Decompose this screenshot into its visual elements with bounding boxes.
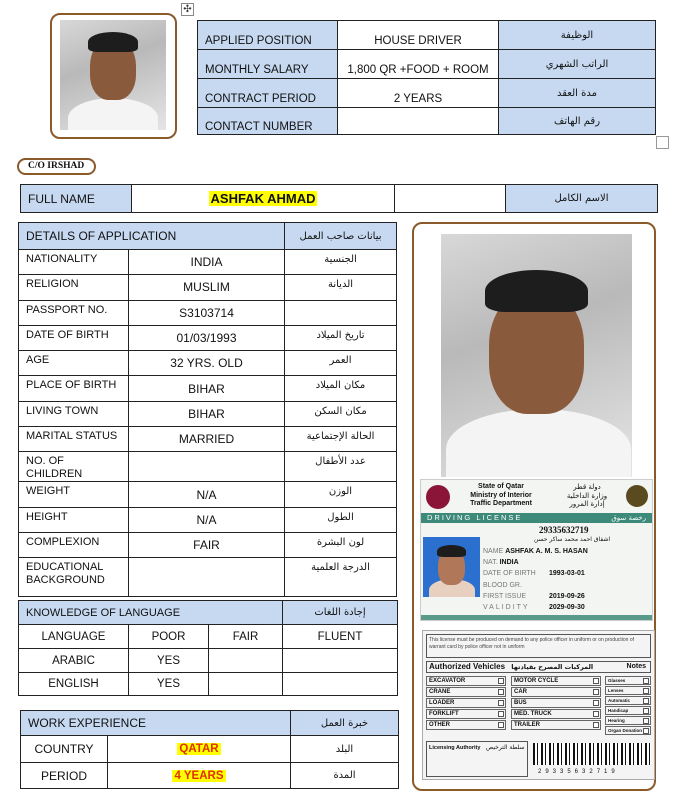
table-row xyxy=(19,452,397,482)
row-value xyxy=(129,558,285,597)
license-field: NAME ASHFAK A. M. S. HASAN xyxy=(483,548,588,555)
qatar-emblem xyxy=(426,485,450,509)
license-vehicle-item: Hearing xyxy=(605,716,651,725)
full-name-value: ASHFAK AHMAD xyxy=(210,191,316,206)
cell: YES xyxy=(129,673,209,696)
row-label: WEIGHT xyxy=(19,482,129,507)
row-label: COMPLEXION xyxy=(19,532,129,557)
documents-frame xyxy=(412,222,656,791)
row-label: HEIGHT xyxy=(19,507,129,532)
row-value xyxy=(129,452,285,482)
row-label: EDUCATIONAL BACKGROUND xyxy=(19,558,129,597)
table-row xyxy=(198,79,656,108)
license-vehicle-item: Lenses xyxy=(605,686,651,695)
authorized-vehicles-label: Authorized Vehicles xyxy=(429,662,506,671)
license-vehicle-item: BUS xyxy=(511,698,601,708)
licensing-authority-label: Licensing Authority xyxy=(429,745,481,751)
row-arabic: الحالة الإجتماعية xyxy=(285,427,397,452)
license-field: NAT. INDIA xyxy=(483,559,519,567)
license-vehicle-item: TRAILER xyxy=(511,720,601,730)
table-row xyxy=(19,351,397,376)
applicant-full-photo xyxy=(441,234,632,477)
row-label: NATIONALITY xyxy=(19,250,129,275)
row-value: FAIR xyxy=(129,532,285,557)
table-row xyxy=(19,275,397,300)
resize-handle[interactable] xyxy=(656,136,669,149)
row-arabic: الديانة xyxy=(285,275,397,300)
care-of-badge: C/O IRSHAD xyxy=(17,158,96,175)
row-label: RELIGION xyxy=(19,275,129,300)
license-vehicle-item: CRANE xyxy=(426,687,506,697)
barcode-number: 29335632719 xyxy=(538,769,619,775)
row-label: NO. OF CHILDREN xyxy=(19,452,129,482)
row-arabic: الوزن xyxy=(285,482,397,507)
work-experience-table xyxy=(20,710,399,789)
table-row xyxy=(19,325,397,350)
license-vehicle-item: CAR xyxy=(511,687,601,697)
language-header-arabic: إجادة اللغات xyxy=(283,601,398,625)
row-arabic: تاريخ الميلاد xyxy=(285,325,397,350)
row-value: HOUSE DRIVER xyxy=(338,21,499,50)
driving-license-front xyxy=(420,479,653,621)
row-arabic: المدة xyxy=(291,763,399,789)
row-value: QATAR xyxy=(179,743,219,755)
license-field: FIRST ISSUE 2019-09-26 xyxy=(483,592,585,600)
full-name-arabic: الاسم الكامل xyxy=(506,185,658,213)
move-handle-icon[interactable]: ✣ xyxy=(181,3,194,16)
row-arabic: لون البشرة xyxy=(285,532,397,557)
table-row xyxy=(19,649,398,673)
row-value: BIHAR xyxy=(129,401,285,426)
license-vehicle-item: Glasses xyxy=(605,676,651,685)
license-field: DATE OF BIRTH 1993-03-01 xyxy=(483,570,585,578)
row-arabic: العمر xyxy=(285,351,397,376)
row-value: 4 YEARS xyxy=(174,769,224,782)
table-row xyxy=(19,625,398,649)
row-arabic: رقم الهاتف xyxy=(499,108,656,135)
language-header: KNOWLEDGE OF LANGUAGE xyxy=(19,601,283,625)
table-row xyxy=(19,401,397,426)
row-value: N/A xyxy=(129,507,285,532)
cell xyxy=(283,673,398,696)
details-header-arabic: بيانات صاحب العمل xyxy=(285,223,397,250)
row-arabic: مدة العقد xyxy=(499,79,656,108)
row-arabic: الراتب الشهري xyxy=(499,50,656,79)
full-name-table xyxy=(20,184,658,213)
license-vehicle-item: EXCAVATOR xyxy=(426,676,506,686)
full-name-label: FULL NAME xyxy=(21,185,132,213)
row-value: MUSLIM xyxy=(129,275,285,300)
work-header: WORK EXPERIENCE xyxy=(21,711,291,736)
work-header-arabic: خبرة العمل xyxy=(291,711,399,736)
row-value: INDIA xyxy=(129,250,285,275)
barcode xyxy=(533,743,651,765)
column-header: FLUENT xyxy=(283,625,398,649)
row-value: 32 YRS. OLD xyxy=(129,351,285,376)
row-value xyxy=(338,108,499,135)
table-row xyxy=(198,108,656,135)
license-vehicle-item: FORKLIFT xyxy=(426,709,506,719)
license-name-arabic: اشفاق احمد محمد ساكر حسن xyxy=(533,536,611,543)
driving-license-back xyxy=(422,630,655,780)
row-value: N/A xyxy=(129,482,285,507)
issuer-line: Ministry of Interior xyxy=(470,491,532,499)
row-label: PLACE OF BIRTH xyxy=(19,376,129,401)
license-title-bar xyxy=(421,513,652,523)
column-header: FAIR xyxy=(209,625,283,649)
row-label: CONTRACT PERIOD xyxy=(198,79,338,108)
table-row xyxy=(19,427,397,452)
cell xyxy=(283,649,398,673)
table-row xyxy=(19,507,397,532)
license-notice: This license must be produced on demand to any police officer in uniform or on production of warrant card by police officer not in uniform xyxy=(426,634,651,658)
ministry-emblem xyxy=(626,485,648,507)
license-title: DRIVING LICENSE xyxy=(427,513,523,522)
notes-label: Notes xyxy=(626,663,646,670)
cell: YES xyxy=(129,649,209,673)
row-arabic: الوظيفة xyxy=(499,21,656,50)
license-vehicle-item: MOTOR CYCLE xyxy=(511,676,601,686)
license-vehicle-item: Handicap xyxy=(605,706,651,715)
row-arabic: مكان الميلاد xyxy=(285,376,397,401)
authorized-vehicles-arabic: المركبات المصرح بقيادتها xyxy=(511,663,594,671)
table-row xyxy=(19,250,397,275)
license-field: VALIDITY 2029-09-30 xyxy=(483,604,585,612)
row-value: 2 YEARS xyxy=(338,79,499,108)
license-field: BLOOD GR. xyxy=(483,581,522,589)
details-header: DETAILS OF APPLICATION xyxy=(19,223,285,250)
details-table xyxy=(18,222,397,597)
column-header: LANGUAGE xyxy=(19,625,129,649)
row-label: CONTACT NUMBER xyxy=(198,108,338,135)
row-label: PASSPORT NO. xyxy=(19,300,129,325)
table-row xyxy=(19,532,397,557)
row-value: S3103714 xyxy=(129,300,285,325)
licensing-authority-arabic: سلطة الترخيص xyxy=(485,744,525,751)
table-row xyxy=(19,558,397,597)
license-vehicle-item: MED. TRUCK xyxy=(511,709,601,719)
row-arabic: البلد xyxy=(291,736,399,763)
applicant-photo-frame xyxy=(50,13,177,139)
table-row xyxy=(19,482,397,507)
row-arabic: مكان السكن xyxy=(285,401,397,426)
cell: ARABIC xyxy=(19,649,129,673)
license-vehicle-item: LOADER xyxy=(426,698,506,708)
language-table xyxy=(18,600,398,696)
row-label: PERIOD xyxy=(21,763,108,789)
license-id-number: 29335632719 xyxy=(539,525,589,535)
row-label: AGE xyxy=(19,351,129,376)
position-table xyxy=(197,20,656,135)
row-label: COUNTRY xyxy=(21,736,108,763)
column-header: POOR xyxy=(129,625,209,649)
row-label: LIVING TOWN xyxy=(19,401,129,426)
issuer-line: State of Qatar xyxy=(478,483,524,490)
row-label: DATE OF BIRTH xyxy=(19,325,129,350)
table-row xyxy=(21,763,399,789)
issuer-line: Traffic Department xyxy=(470,500,532,507)
row-value: BIHAR xyxy=(129,376,285,401)
empty-cell xyxy=(395,185,506,213)
license-photo xyxy=(423,537,480,597)
issuer-line-arabic: إدارة المرور xyxy=(569,500,605,508)
row-label: APPLIED POSITION xyxy=(198,21,338,50)
license-vehicle-item: OTHER xyxy=(426,720,506,730)
table-row xyxy=(19,376,397,401)
table-row xyxy=(21,736,399,763)
row-arabic xyxy=(285,300,397,325)
row-arabic: الجنسية xyxy=(285,250,397,275)
row-label: MARITAL STATUS xyxy=(19,427,129,452)
row-arabic: الدرجة العلمية xyxy=(285,558,397,597)
row-arabic: عدد الأطفال xyxy=(285,452,397,482)
cell xyxy=(209,649,283,673)
row-label: MONTHLY SALARY xyxy=(198,50,338,79)
table-row xyxy=(198,21,656,50)
license-title-arabic: رخصة سوق xyxy=(611,514,646,522)
cell xyxy=(209,673,283,696)
table-row xyxy=(19,673,398,696)
issuer-line-arabic: وزارة الداخلية xyxy=(566,491,608,500)
row-arabic: الطول xyxy=(285,507,397,532)
cell: ENGLISH xyxy=(19,673,129,696)
row-value: 01/03/1993 xyxy=(129,325,285,350)
row-value: 1,800 QR +FOOD + ROOM xyxy=(338,50,499,79)
table-row xyxy=(198,50,656,79)
table-row xyxy=(19,300,397,325)
applicant-photo xyxy=(60,20,166,130)
row-value: MARRIED xyxy=(129,427,285,452)
license-vehicle-item: Automatic xyxy=(605,696,651,705)
license-vehicle-item: Organ Donation xyxy=(605,726,651,735)
issuer-line-arabic: دولة قطر xyxy=(573,483,601,491)
